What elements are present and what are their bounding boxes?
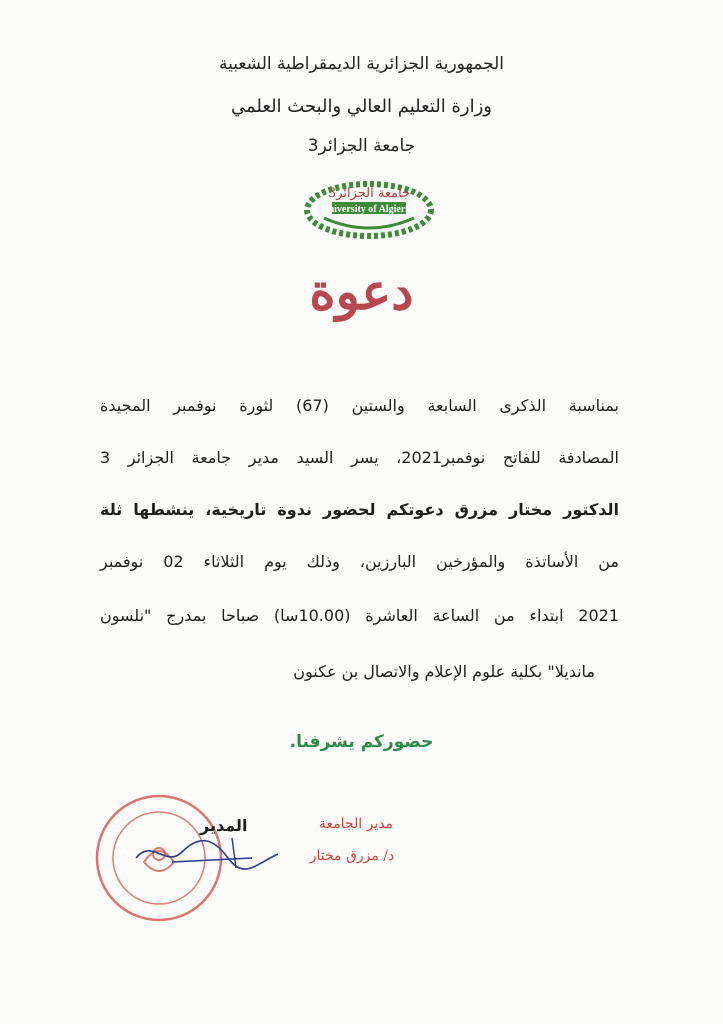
- signer-title: مدير الجامعة: [318, 816, 394, 832]
- invitation-title: دعوة: [309, 262, 414, 321]
- body-line-1: بمناسبة الذكرى السابعة والستين (67) لثورة نوفمبر المجيدة: [100, 396, 619, 415]
- body-line-2: المصادفة للفاتح نوفمبر2021، يسر السيد مدير جامعة الجزائر 3: [100, 448, 619, 467]
- body-line-5: 2021 ابتداء من الساعة العاشرة (10.00سا) صباحا بمدرج "نلسون: [100, 606, 620, 625]
- ministry-name: وزارة التعليم العالي والبحث العلمي: [231, 96, 492, 117]
- director-label: المدير: [200, 816, 248, 835]
- university-name: جامعة الجزائر3: [307, 136, 416, 156]
- body-line-6: مانديلا" بكلية علوم الإعلام والاتصال بن عكنون: [293, 662, 595, 681]
- signer-name: د/ مزرق مختار: [309, 848, 395, 864]
- body-line-3: الدكتور مختار مزرق دعوتكم لحضور ندوة تاريخية، ينشطها ثلة: [100, 500, 619, 519]
- country-name: الجمهورية الجزائرية الديمقراطية الشعبية: [218, 54, 505, 74]
- logo-arabic-name: جامعة الجزائر3: [327, 186, 411, 201]
- closing-line: حضوركم يشرفنا.: [289, 732, 434, 752]
- university-logo: [302, 180, 436, 244]
- logo-english-name: University of Algiers 3: [321, 204, 417, 215]
- body-line-4: من الأساتذة والمؤرخين البارزين، وذلك يوم الثلاثاء 02 نوفمبر: [100, 552, 619, 571]
